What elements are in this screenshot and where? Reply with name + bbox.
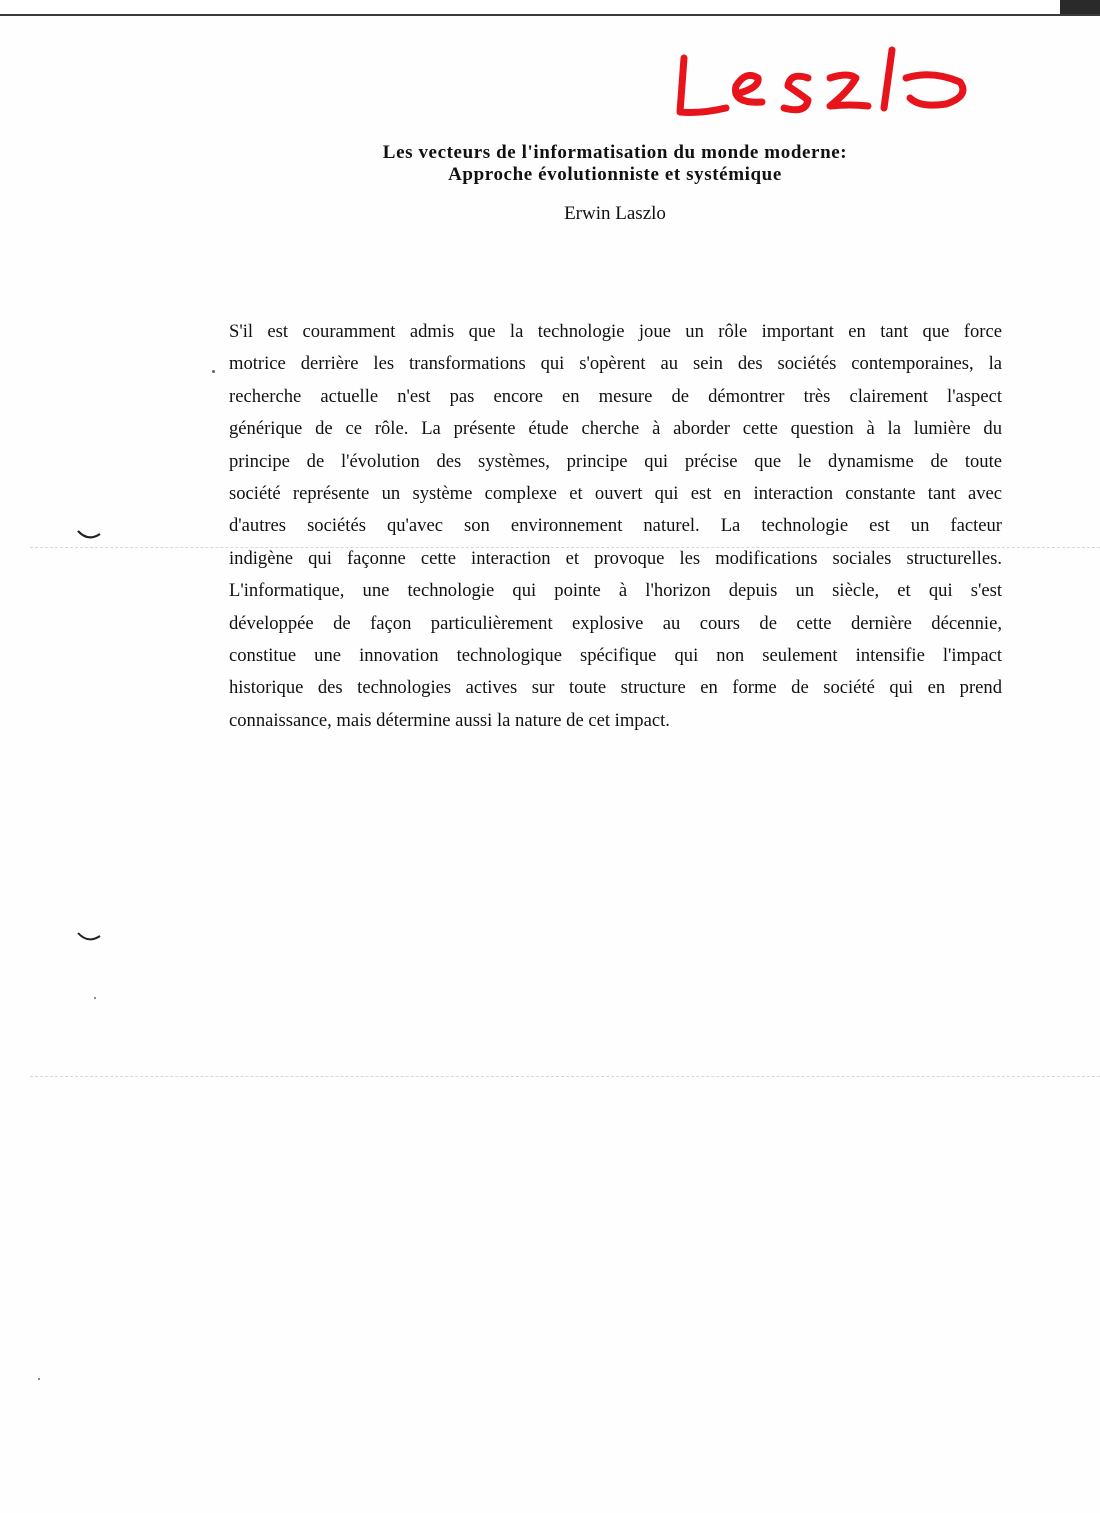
document-title xyxy=(0,142,1100,186)
abstract-line: principe de l'évolution des systèmes, principe qui précise que le dynamisme de toute xyxy=(229,450,1002,472)
abstract-line: générique de ce rôle. La présente étude cherche à aborder cette question à la lumière du xyxy=(229,418,1002,440)
abstract-paragraph xyxy=(229,316,1002,737)
abstract-line: connaissance, mais détermine aussi la nature de cet impact. xyxy=(229,709,670,731)
scan-top-edge xyxy=(0,0,1100,16)
abstract-line: indigène qui façonne cette interaction et provoque les modifications sociales structurelles. xyxy=(229,547,1002,569)
scan-speck xyxy=(94,997,96,999)
scan-corner-shadow xyxy=(1060,0,1100,14)
abstract-line: développée de façon particulièrement explosive au cours de cette dernière décennie, xyxy=(229,612,1002,634)
paper-fold-line xyxy=(30,1076,1100,1077)
punch-mark xyxy=(76,930,102,944)
scan-speck xyxy=(38,1378,40,1380)
abstract-line: S'il est couramment admis que la technologie joue un rôle important en tant que force xyxy=(229,321,1002,342)
handwritten-annotation xyxy=(670,42,1000,132)
punch-mark xyxy=(76,528,102,542)
abstract-line: d'autres sociétés qu'avec son environnement naturel. La technologie est un facteur xyxy=(229,515,1002,537)
abstract-line: L'informatique, une technologie qui pointe à l'horizon depuis un siècle, et qui s'est xyxy=(229,580,1002,602)
title-line-1: Les vecteurs de l'informatisation du monde moderne: xyxy=(382,142,848,163)
abstract-line: historique des technologies actives sur toute structure en forme de société qui en prend xyxy=(229,677,1002,699)
abstract-line: constitue une innovation technologique spécifique qui non seulement intensifie l'impact xyxy=(229,644,1002,666)
abstract-line: motrice derrière les transformations qui s'opèrent au sein des sociétés contemporaines, la xyxy=(229,353,1002,375)
abstract-line: société représente un système complexe et ouvert qui est en interaction constante tant avec xyxy=(229,482,1002,504)
author-name: Erwin Laszlo xyxy=(564,203,666,224)
abstract-line: recherche actuelle n'est pas encore en mesure de démontrer très clairement l'aspect xyxy=(229,385,1002,407)
title-line-2: Approche évolutionniste et systémique xyxy=(448,164,782,185)
scan-speck xyxy=(212,370,215,373)
